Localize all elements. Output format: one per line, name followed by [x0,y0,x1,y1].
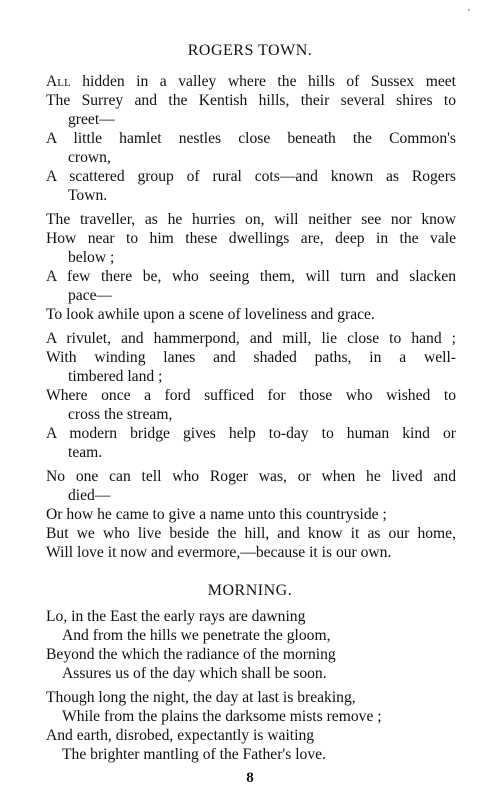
poem-line: But we who live beside the hill, and know it as our home, [46,525,456,542]
drop-word: All [46,73,71,90]
poem-line: Town. [68,187,108,204]
poem-line: Lo, in the East the early rays are dawning [46,608,306,625]
page-number: 8 [246,770,254,786]
poem-line: Where once a ford sufficed for those who wished to [46,387,456,404]
poem-line: No one can tell who Roger was, or when he lived and [46,468,456,485]
poem-line: The brighter mantling of the Father's love. [62,746,326,763]
poem-line: timbered land ; [68,368,163,385]
poem-line: A little hamlet nestles close beneath the Common's [46,130,456,147]
poem-line: greet— [68,111,115,128]
poem-line: To look awhile upon a scene of loveliness and grace. [46,306,375,323]
poem-title-rogers-town: ROGERS TOWN. [187,42,313,59]
poem-line: A modern bridge gives help to-day to human kind or [46,425,456,442]
poem-line: And from the hills we penetrate the gloom, [62,627,331,644]
poem-line: crown, [68,149,111,166]
poem-line: And earth, disrobed, expectantly is waiting [46,727,315,744]
poem-line: With winding lanes and shaded paths, in a well- [46,349,456,366]
poem-line: team. [68,444,103,461]
poem-line: died— [68,487,111,504]
poem-line: While from the plains the darksome mists remove ; [62,708,382,725]
poem-line: A few there be, who seeing them, will turn and slacken [46,268,456,285]
poem-line: A rivulet, and hammerpond, and mill, lie close to hand ; [46,330,456,347]
poem-line: Beyond the which the radiance of the morning [46,646,336,663]
poem-line: cross the stream, [68,406,173,423]
poem-line: Assures us of the day which shall be soon. [62,665,327,682]
poem-line: The Surrey and the Kentish hills, their several shires to [46,92,456,109]
poem-line: All hidden in a valley where the hills of Sussex meet [46,73,456,90]
poem-line: below ; [68,249,115,266]
poem-line: pace— [68,287,113,304]
poem-line: Or how he came to give a name unto this countryside ; [46,506,387,523]
poem-line: A scattered group of rural cots—and known as Rogers [46,168,456,185]
poem-title-morning: MORNING. [207,582,293,599]
corner-mark: ' [468,8,470,19]
poem-line: Will love it now and evermore,—because it is our own. [46,544,392,561]
poem-line: The traveller, as he hurries on, will neither see nor know [46,211,456,228]
poem-line: How near to him these dwellings are, deep in the vale [46,230,456,247]
poem-line: Though long the night, the day at last is breaking, [46,689,356,706]
